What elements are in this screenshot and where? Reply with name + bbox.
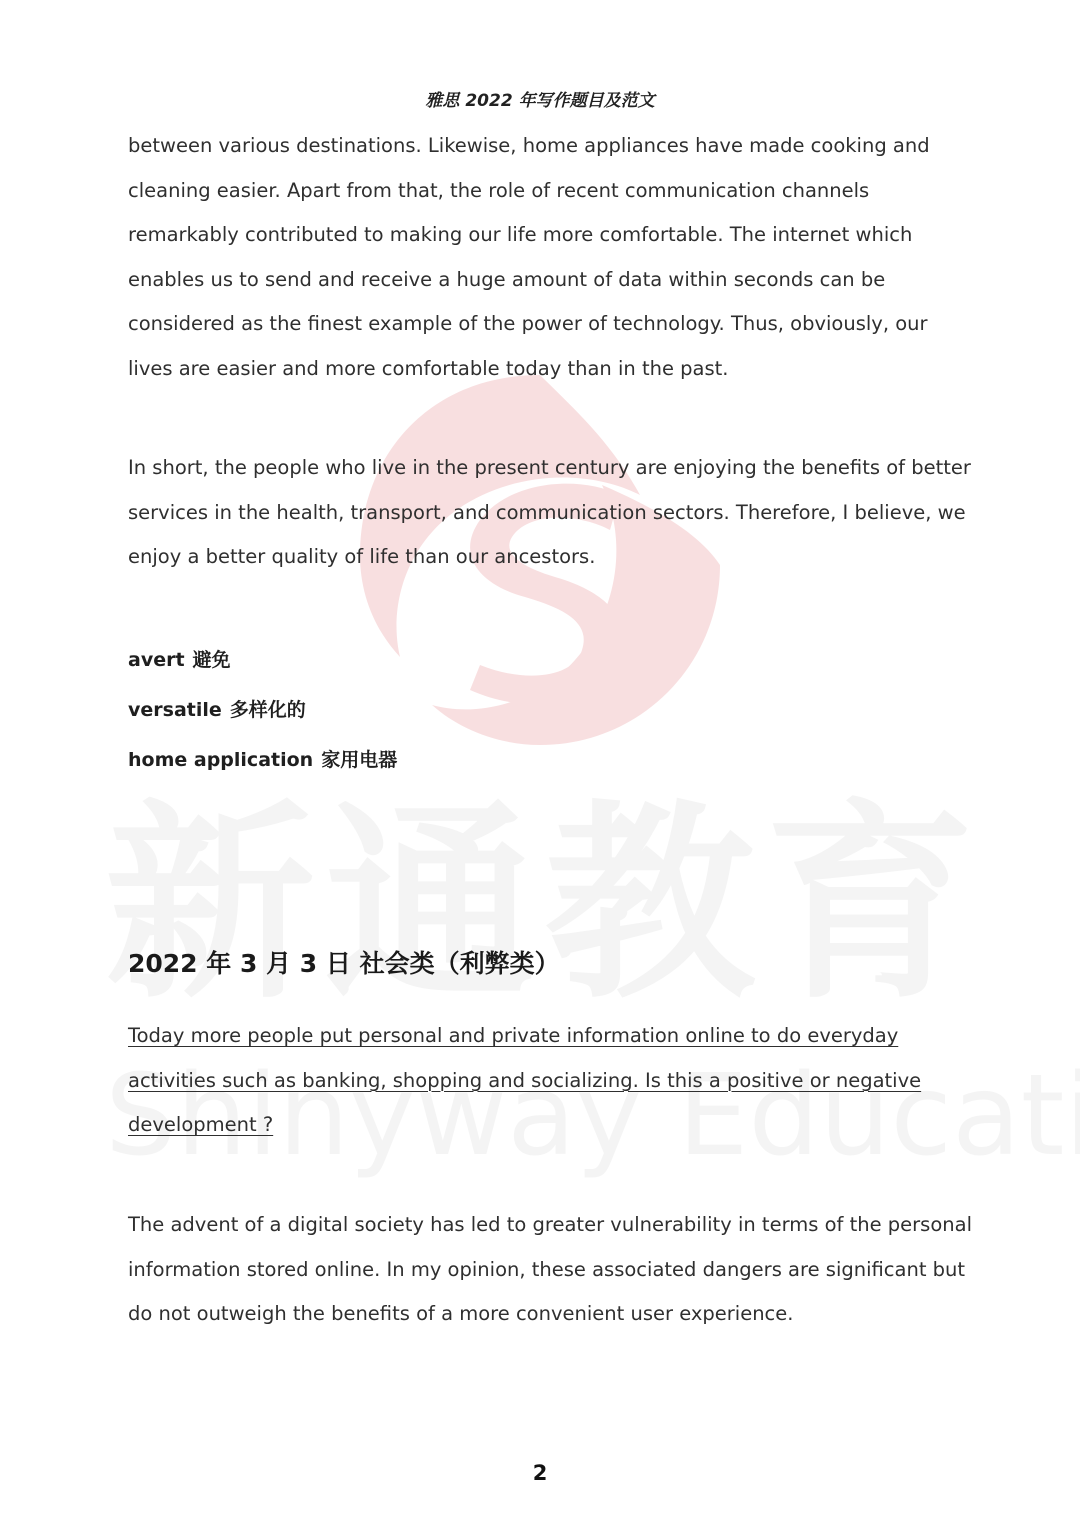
- vocabulary-translation: 避免: [192, 649, 231, 671]
- text-line: enjoy a better quality of life than our ancestors.: [128, 545, 596, 568]
- vocabulary-term: versatile: [128, 699, 222, 721]
- text-line: enables us to send and receive a huge amount of data within seconds can be: [128, 267, 886, 291]
- vocabulary-item: [128, 645, 231, 672]
- body-paragraph-1: [128, 124, 968, 391]
- text-line: information stored online. In my opinion, these associated dangers are significant but: [128, 1257, 966, 1281]
- essay-intro-paragraph: [128, 1203, 972, 1337]
- text-line: between various destinations. Likewise, home appliances have made cooking and: [128, 134, 930, 157]
- vocabulary-translation: 家用电器: [321, 749, 398, 771]
- section-heading: 2022 年 3 月 3 日 社会类（利弊类）: [128, 949, 560, 978]
- question-line: development ?: [128, 1113, 274, 1136]
- vocabulary-item: [128, 745, 397, 772]
- text-line: cleaning easier. Apart from that, the role of recent communication channels: [128, 178, 870, 202]
- text-line: considered as the finest example of the power of technology. Thus, obviously, our: [128, 312, 928, 335]
- vocabulary-term: avert: [128, 649, 185, 671]
- essay-question: [128, 1014, 968, 1148]
- document-header: 雅思 2022 年写作题目及范文: [425, 91, 655, 111]
- text-line: The advent of a digital society has led to greater vulnerability in terms of the personal: [128, 1213, 972, 1236]
- question-line: Today more people put personal and private information online to do everyday: [128, 1024, 899, 1047]
- page-number: 2: [532, 1461, 548, 1485]
- text-line: remarkably contributed to making our life more comfortable. The internet which: [128, 223, 913, 246]
- body-paragraph-2: [128, 446, 971, 580]
- text-line: lives are easier and more comfortable today than in the past.: [128, 356, 729, 380]
- question-line: activities such as banking, shopping and socializing. Is this a positive or negative: [128, 1068, 922, 1092]
- vocabulary-translation: 多样化的: [229, 699, 306, 721]
- vocabulary-item: [128, 695, 306, 722]
- vocabulary-term: home application: [128, 749, 314, 771]
- text-line: services in the health, transport, and communication sectors. Therefore, I believe, we: [128, 500, 966, 524]
- text-line: In short, the people who live in the present century are enjoying the benefits of better: [128, 456, 971, 479]
- text-line: do not outweigh the benefits of a more convenient user experience.: [128, 1302, 794, 1325]
